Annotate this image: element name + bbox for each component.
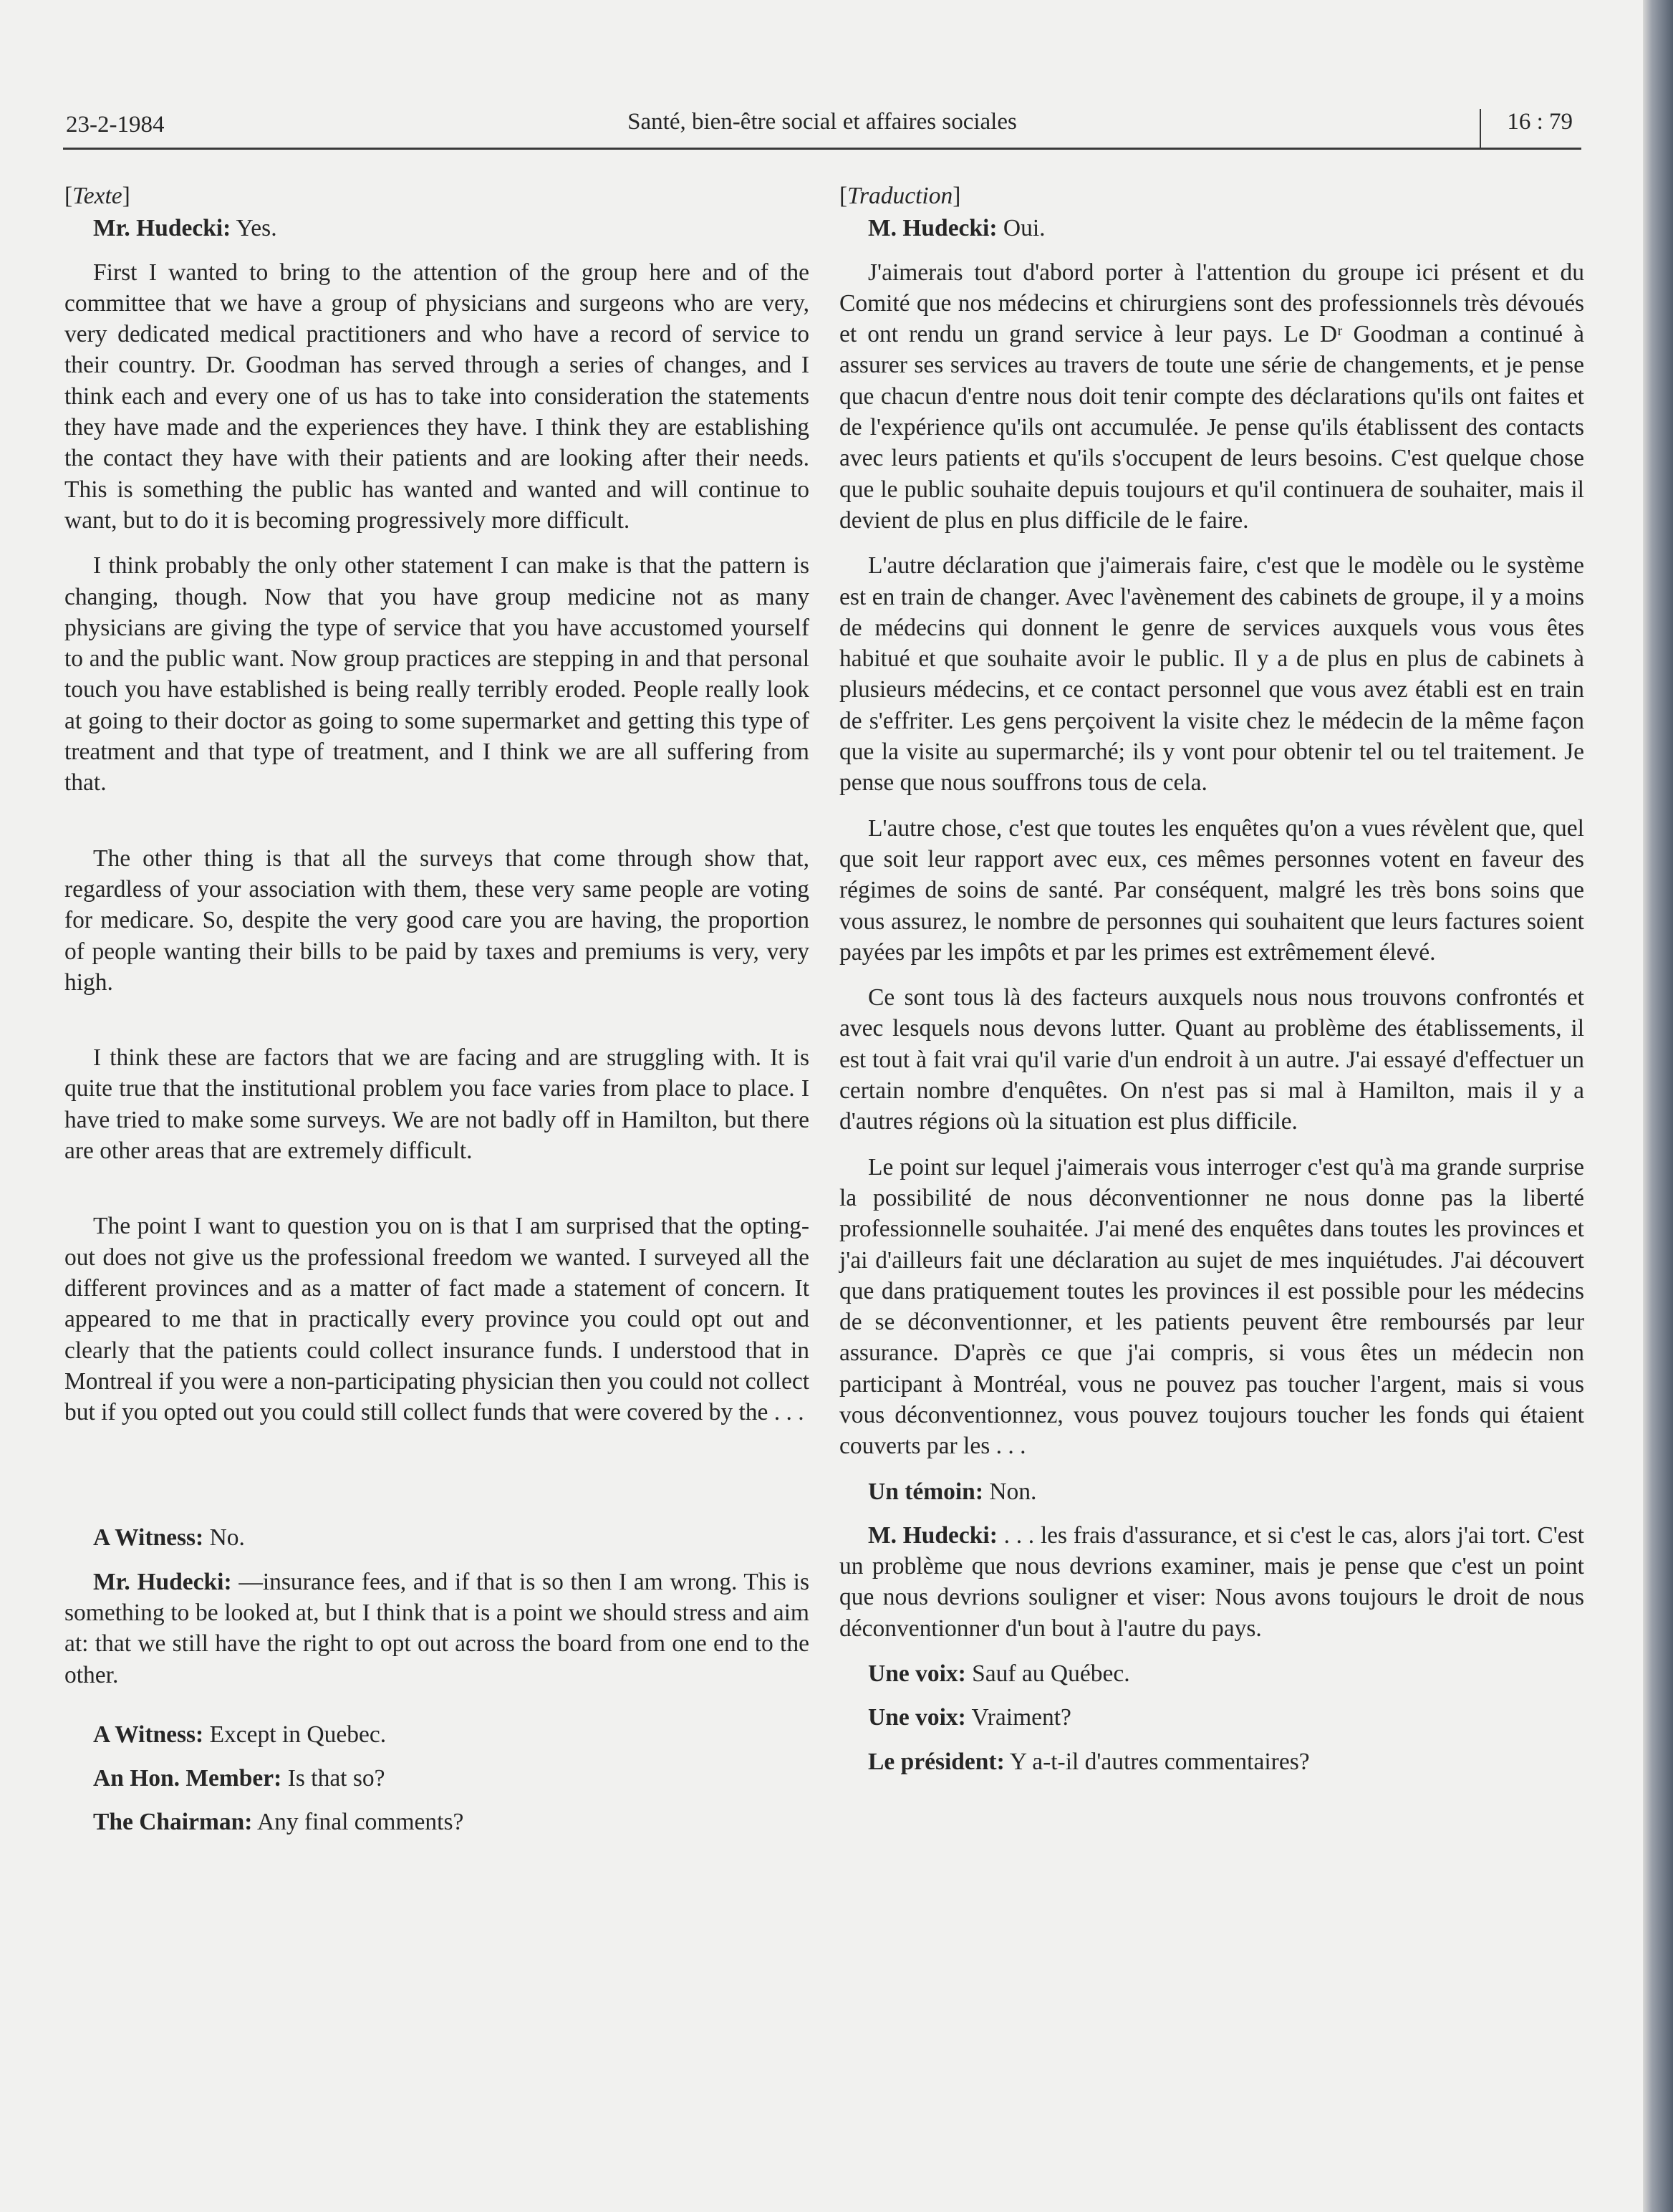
speech-voix-quebec: Une voix: Sauf au Québec. xyxy=(868,1660,1130,1688)
speech-witness-no: A Witness: No. xyxy=(93,1524,245,1552)
speaker-name: A Witness: xyxy=(93,1721,204,1748)
header-page-number: 16 : 79 xyxy=(1480,109,1573,148)
section-tag-english: [Texte] xyxy=(64,183,130,209)
speech-hudecki-frais: M. Hudecki: . . . les frais d'assurance, et si c'est le cas, alors j'ai tort. C'est un problème que nous devrions examiner, mais je pense que c'est un point que nous devrions souligner et viser: Nous avons toujours le droit de nous déconventionner d'un bout à l'autre du pays. xyxy=(839,1521,1584,1642)
speech-president: Le président: Y a-t-il d'autres commentaires? xyxy=(868,1748,1310,1775)
speech-hudecki-oui: M. Hudecki: Oui. xyxy=(868,215,1046,242)
paragraph-4: I think these are factors that we are facing and are struggling with. It is quite true that the institutional problem you face varies from place to place. I have tried to make some surveys. We are not badly off in Hamilton, but there are other areas that are extremely difficult. xyxy=(64,1044,809,1165)
speaker-name: M. Hudecki: xyxy=(868,1521,998,1549)
speech-voix-vraiment: Une voix: Vraiment? xyxy=(868,1704,1071,1731)
speaker-name: Un témoin: xyxy=(868,1478,983,1505)
french-column xyxy=(839,181,1584,1777)
english-column xyxy=(64,181,809,1838)
speaker-name: An Hon. Member: xyxy=(93,1765,282,1792)
speech-temoin-non: Un témoin: Non. xyxy=(868,1478,1037,1505)
speaker-name: Le président: xyxy=(868,1748,1005,1775)
paragraph-2: I think probably the only other statement I can make is that the pattern is changing, though. Now that you have group medicine not as many physicians are giving the type of service that you have accustomed yourself to and the public want. Now group practices are stepping in and that personal touch you have established is being really terribly eroded. People really look at going to their doctor as going to some supermarket and getting this type of treatment and that type of treatment, and I think we are all suffering from that. xyxy=(64,552,809,797)
speaker-name: The Chairman: xyxy=(93,1809,253,1836)
speech-hudecki-insurance: Mr. Hudecki: —insurance fees, and if that is so then I am wrong. This is something to be looked at, but I think that is a point we should stress and aim at: that we still have the right to opt out across the board from one end to the other. xyxy=(64,1568,809,1688)
speaker-name: Mr. Hudecki: xyxy=(93,1568,232,1595)
speaker-name: M. Hudecki: xyxy=(868,215,998,242)
speech-chairman: The Chairman: Any final comments? xyxy=(93,1809,464,1836)
section-tag-french: [Traduction] xyxy=(839,183,961,209)
paragraph-3: The other thing is that all the surveys that come through show that, regardless of your association with them, these very same people are voting for medicare. So, despite the very good care you are having, the proportion of people wanting their bills to be paid by taxes and premiums is very, very high. xyxy=(64,845,809,996)
speech-witness-quebec: A Witness: Except in Quebec. xyxy=(93,1721,387,1748)
paragraph-1-fr: J'aimerais tout d'abord porter à l'attention du groupe ici présent et du Comité que nos médecins et chirurgiens sont des professionnels très dévoués et ont rendu un grand service à leur pays. Le Dʳ Goodman a continué à assurer ses services au travers de toute une série de changements, et je pense que chacun d'entre nous doit tenir compte des déclarations qu'ils ont faites et de l'expérience qu'ils ont accumulée. Je pense qu'ils établissent des contacts avec leurs patients et qu'ils s'occupent de leurs besoins. C'est quelque chose que le public souhaite depuis toujours et qu'il continuera de souhaiter, mais il devient de plus en plus difficile de le faire. xyxy=(839,259,1584,534)
speaker-name: Mr. Hudecki: xyxy=(93,215,231,242)
paragraph-4-fr: Ce sont tous là des facteurs auxquels nous nous trouvons confrontés et avec lesquels nous devons lutter. Quant au problème des établissements, il est tout à fait vrai qu'il varie d'un endroit à un autre. J'ai essayé d'effectuer un certain nombre d'enquêtes. On n'est pas si mal à Hamilton, mais il y a d'autres régions où la situation est plus difficile. xyxy=(839,984,1584,1135)
paragraph-2-fr: L'autre déclaration que j'aimerais faire, c'est que le modèle ou le système est en train de changer. Avec l'avènement des cabinets de groupe, il y a moins de médecins qui donnent le genre de services auxquels vous vous êtes habitué et que souhaite avoir le public. Il y a de plus en plus de cabinets à plusieurs médecins, et ce contact personnel que vous avez établi est en train de s'effriter. Les gens perçoivent la visite chez le médecin de la même façon que la visite au supermarché; ils y vont pour obtenir tel ou tel traitement. Je pense que nous souffrons tous de cela. xyxy=(839,552,1584,797)
header-title: Santé, bien-être social et affaires sociales xyxy=(627,109,1017,135)
binding-edge xyxy=(1643,0,1673,2212)
speaker-name: Une voix: xyxy=(868,1660,966,1688)
paragraph-3-fr: L'autre chose, c'est que toutes les enquêtes qu'on a vues révèlent que, quel que soit leur rapport avec eux, ces mêmes personnes votent en faveur des régimes de soins de santé. Par conséquent, malgré les très bons soins que vous assurez, le nombre de personnes qui souhaitent que leurs factures soient payées par les impôts et par les primes est extrêmement élevé. xyxy=(839,814,1584,966)
paragraph-1: First I wanted to bring to the attention of the group here and of the committee that we have a group of physicians and surgeons who are very, very dedicated medical practitioners and who have a record of service to their country. Dr. Goodman has served through a series of changes, and I think each and every one of us has to take into consideration the statements they have made and the experiences they have. I think they are establishing the contact they have with their patients and are looking after their needs. This is something the public has wanted and wanted and will continue to want, but to do it is becoming progressively more difficult. xyxy=(64,259,809,534)
speech-member: An Hon. Member: Is that so? xyxy=(93,1765,385,1792)
speaker-name: A Witness: xyxy=(93,1524,204,1552)
header-date: 23-2-1984 xyxy=(66,112,165,138)
speaker-name: Une voix: xyxy=(868,1704,966,1731)
paragraph-5: The point I want to question you on is that I am surprised that the opting-out does not give us the professional freedom we wanted. I surveyed all the different provinces and as a matter of fact made a statement of concern. It appeared to me that in practically every province you could opt out and clearly that the patients could collect insurance funds. I understood that in Montreal if you were a non-participating physician then you could not collect but if you opted out you could still collect funds that were covered by the . . . xyxy=(64,1213,809,1426)
page-header xyxy=(63,107,1581,150)
speech-hudecki-yes: Mr. Hudecki: Yes. xyxy=(93,215,277,242)
paragraph-5-fr: Le point sur lequel j'aimerais vous interroger c'est qu'à ma grande surprise la possibilité de nous déconventionner ne nous donne pas la liberté professionnelle souhaitée. J'ai mené des enquêtes dans toutes les provinces et j'ai d'ailleurs fait une déclaration au sujet de mes inquiétudes. J'ai découvert que dans pratiquement toutes les provinces il est possible pour les médecins de se déconventionner, et les patients peuvent être remboursés par leur assurance. D'après ce que j'ai compris, si vous êtes un médecin non participant à Montréal, vous ne pouvez pas toucher l'argent, mais si vous vous déconventionnez, vous pouvez toujours toucher les fonds qui étaient couverts par les . . . xyxy=(839,1153,1584,1460)
